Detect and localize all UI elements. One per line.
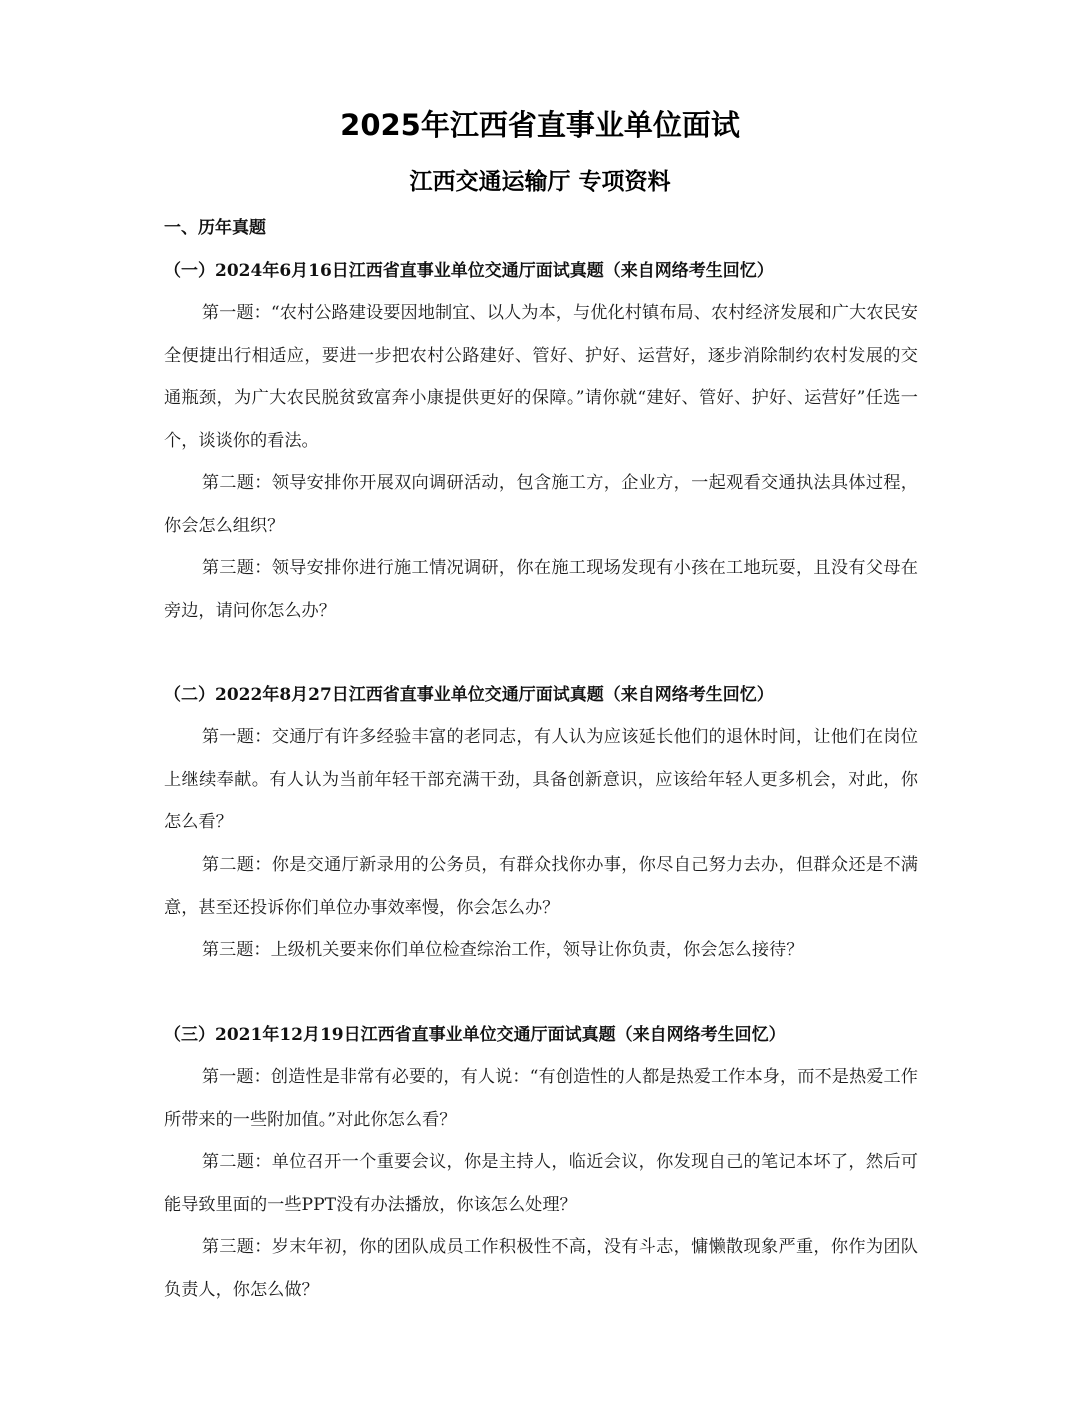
question-2021-3: 第三题：岁末年初，你的团队成员工作积极性不高，没有斗志，慵懒散现象严重，你作为团队负责人，你怎么做？ [164, 1237, 918, 1300]
document-title: 2025年江西省直事业单位面试 [340, 108, 740, 142]
question-2024-3: 第三题：领导安排你进行施工情况调研，你在施工现场发现有小孩在工地玩耍，且没有父母在旁边，请问你怎么办？ [164, 558, 918, 621]
group-heading-2024: （一）2024年6月16日江西省直事业单位交通厅面试真题（来自网络考生回忆） [164, 261, 774, 281]
question-2024-1: 第一题：“农村公路建设要因地制宜、以人为本，与优化村镇布局、农村经济发展和广大农民安全便捷出行相适应，要进一步把农村公路建好、管好、护好、运营好，逐步消除制约农村发展的交通瓶颈，为广大农民脱贫致富奔小康提供更好的保障。”请你就“建好、管好、护好、运营好”任选一个，谈谈你的看法。 [164, 303, 918, 451]
question-2022-3: 第三题：上级机关要来你们单位检查综治工作，领导让你负责，你会怎么接待？ [201, 940, 804, 960]
document-subtitle: 江西交通运输厅 专项资料 [409, 169, 671, 195]
section-heading: 一、历年真题 [164, 218, 266, 238]
question-2022-1: 第一题：交通厅有许多经验丰富的老同志，有人认为应该延长他们的退休时间，让他们在岗位上继续奉献。有人认为当前年轻干部充满干劲，具备创新意识，应该给年轻人更多机会，对此，你怎么看？ [164, 727, 918, 832]
question-2021-1: 第一题：创造性是非常有必要的，有人说：“有创造性的人都是热爱工作本身，而不是热爱工作所带来的一些附加值。”对此你怎么看？ [164, 1067, 918, 1130]
group-heading-2022: （二）2022年8月27日江西省直事业单位交通厅面试真题（来自网络考生回忆） [164, 685, 774, 705]
group-heading-2021: （三）2021年12月19日江西省直事业单位交通厅面试真题（来自网络考生回忆） [164, 1025, 786, 1045]
question-2022-2: 第二题：你是交通厅新录用的公务员，有群众找你办事，你尽自己努力去办，但群众还是不满意，甚至还投诉你们单位办事效率慢，你会怎么办？ [164, 855, 918, 918]
question-2024-2: 第二题：领导安排你开展双向调研活动，包含施工方，企业方，一起观看交通执法具体过程，你会怎么组织？ [164, 473, 918, 536]
question-2021-2: 第二题：单位召开一个重要会议，你是主持人，临近会议，你发现自己的笔记本坏了，然后可能导致里面的一些PPT没有办法播放，你该怎么处理？ [164, 1152, 918, 1215]
